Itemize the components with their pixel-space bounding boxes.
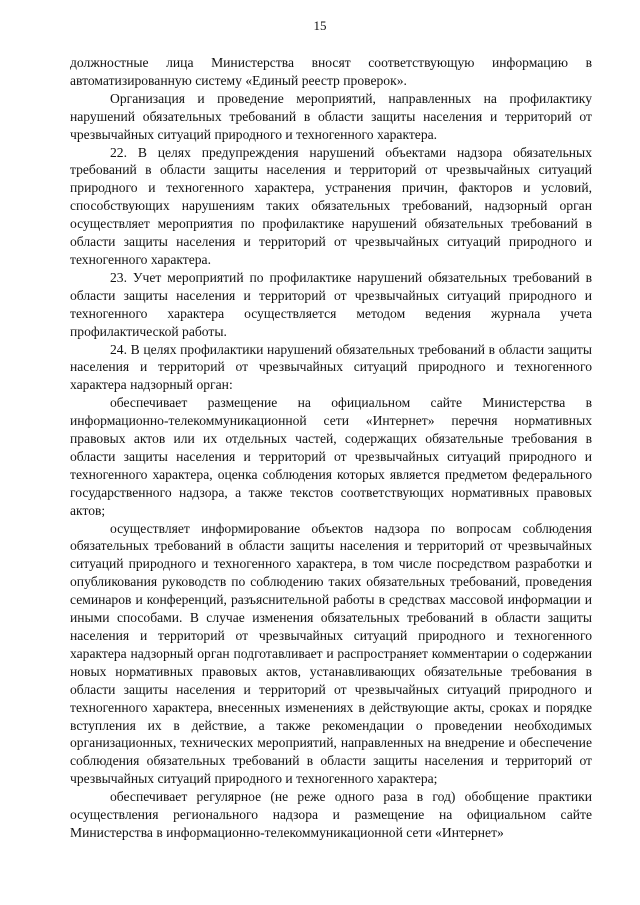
document-body — [70, 54, 592, 842]
paragraph-item-24-bullet-2: осуществляет информирование объектов надзора по вопросам соблюдения обязательных требований в области защиты населения и территорий от чрезвычайных ситуаций природного и техногенного характера, в том числе посредством разработки и опубликования руководств по соблюдению таких обязательных требований, проведения семинаров и конференций, разъяснительной работы в средствах массовой информации и иными способами. В случае изменения обязательных требований в области защиты населения и территорий от чрезвычайных ситуаций природного и техногенного характера надзорный орган подготавливает и распространяет комментарии о содержании новых нормативных правовых актов, устанавливающих обязательные требования в области защиты населения и территорий от чрезвычайных ситуаций природного и техногенного характера, внесенных изменениях в действующие акты, сроках и порядке вступления их в действие, а также рекомендации о проведении необходимых организационных, технических мероприятий, направленных на внедрение и обеспечение соблюдения обязательных требований в области защиты населения и территорий от чрезвычайных ситуаций природного и техногенного характера; — [70, 520, 592, 787]
paragraph-item-24-bullet-1: обеспечивает размещение на официальном сайте Министерства в информационно-телекоммуникационной сети «Интернет» перечня нормативных правовых актов или их отдельных частей, содержащих обязательные требования в области защиты населения и территорий от чрезвычайных ситуаций природного и техногенного характера, оценка соблюдения которых является предметом федерального государственного надзора, а также текстов соответствующих нормативных правовых актов; — [70, 395, 592, 518]
paragraph-item-22: 22. В целях предупреждения нарушений объектами надзора обязательных требований в области защиты населения и территорий от чрезвычайных ситуаций природного и техногенного характера, устранения причин, факторов и условий, способствующих нарушениям таких обязательных требований, надзорный орган осуществляет мероприятия по профилактике нарушений обязательных требований в области защиты населения и территорий от чрезвычайных ситуаций природного и техногенного характера. — [70, 144, 592, 267]
paragraph-section-heading: Организация и проведение мероприятий, направленных на профилактику нарушений обязательных требований в области защиты населения и территорий от чрезвычайных ситуаций природного и техногенного характера. — [70, 90, 592, 142]
paragraph-continuation: должностные лица Министерства вносят соответствующую информацию в автоматизированную систему «Единый реестр проверок». — [70, 55, 592, 88]
paragraph-item-24: 24. В целях профилактики нарушений обязательных требований в области защиты населения и территорий от чрезвычайных ситуаций природного и техногенного характера надзорный орган: — [70, 341, 592, 393]
page-number: 15 — [313, 18, 327, 33]
paragraph-item-23: 23. Учет мероприятий по профилактике нарушений обязательных требований в области защиты населения и территорий от чрезвычайных ситуаций природного и техногенного характера осуществляется методом ведения журнала учета профилактической работы. — [70, 269, 592, 339]
paragraph-item-24-bullet-3: обеспечивает регулярное (не реже одного раза в год) обобщение практики осуществления регионального надзора и размещение на официальном сайте Министерства в информационно-телекоммуникационной сети «Интернет» — [70, 789, 592, 840]
